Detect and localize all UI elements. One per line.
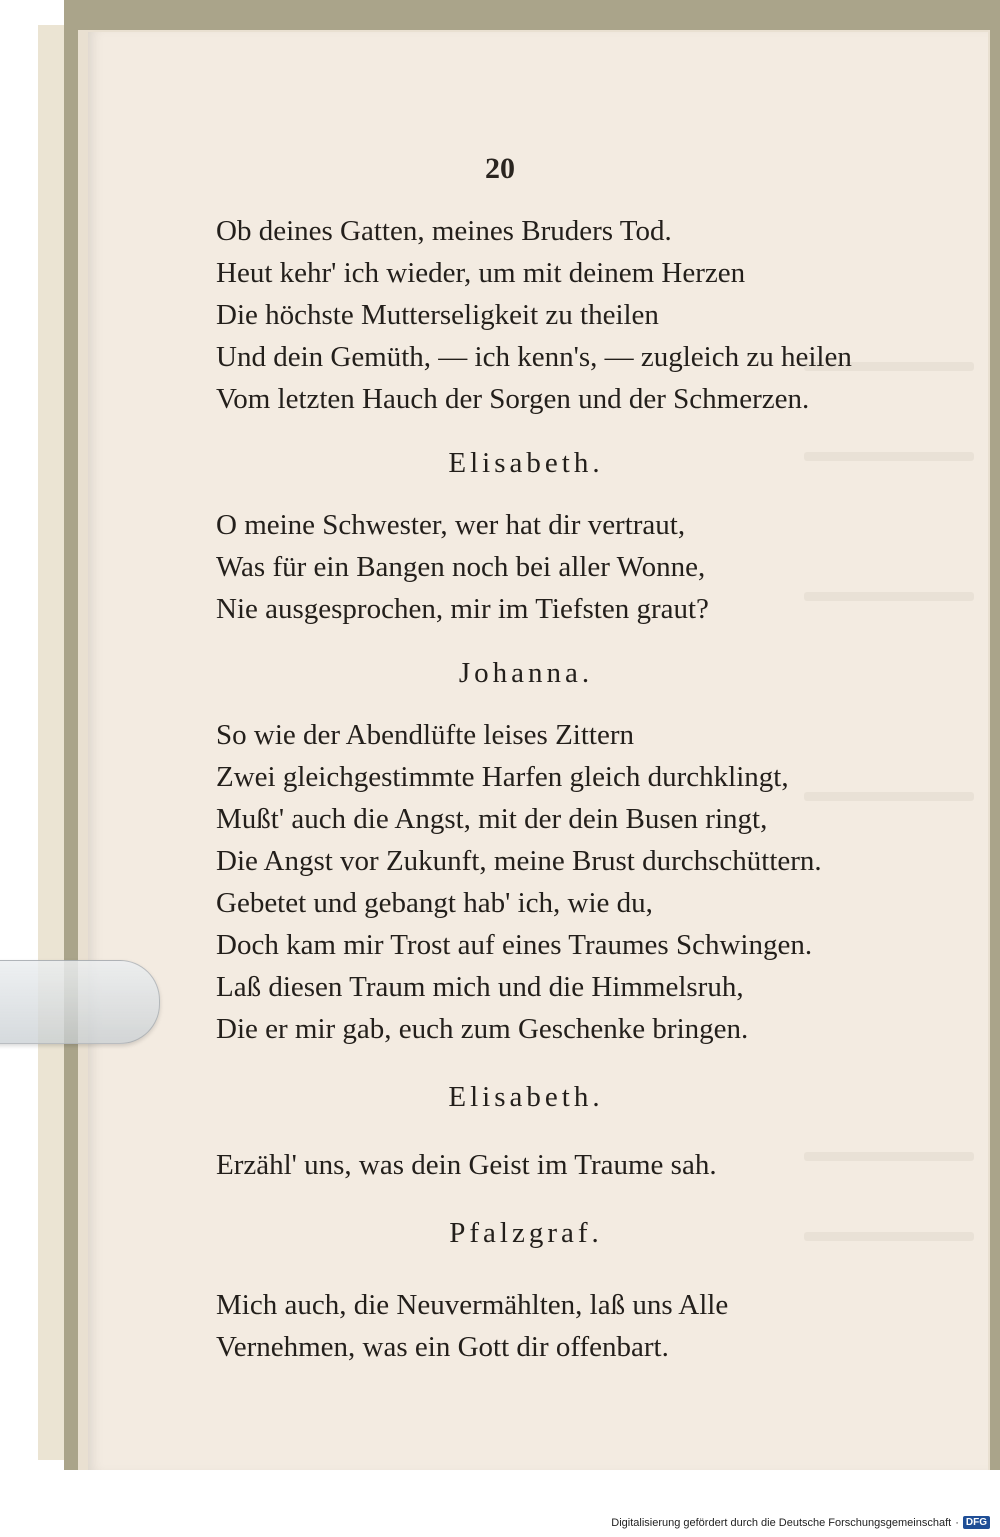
verse-line: Doch kam mir Trost auf eines Traumes Schwingen. [216,929,813,961]
verse-line: Und dein Gemüth, — ich kenn's, — zugleich zu heilen [216,341,852,373]
verse-line: Die Angst vor Zukunft, meine Brust durchschüttern. [216,845,822,877]
verse-line: So wie der Abendlüfte leises Zittern [216,719,634,751]
verse-line: Vernehmen, was ein Gott dir offenbart. [216,1331,669,1363]
verse-line: Gebetet und gebangt hab' ich, wie du, [216,887,653,919]
speaker-heading: Elisabeth. [448,447,604,479]
verse-line: Die höchste Mutterseligkeit zu theilen [216,299,659,331]
verse-line: Was für ein Bangen noch bei aller Wonne, [216,551,706,583]
verse-line: Mich auch, die Neuvermählten, laß uns Alle [216,1289,729,1321]
text-block [216,210,916,1368]
speaker-heading: Pfalzgraf. [449,1217,603,1249]
verse-line: Nie ausgesprochen, mir im Tiefsten graut? [216,593,709,625]
verse-line: Zwei gleichgestimmte Harfen gleich durchklingt, [216,761,789,793]
dfg-logo-icon: DFG [963,1516,990,1529]
verse-line: Mußt' auch die Angst, mit der dein Busen ringt, [216,803,768,835]
verse-line: Heut kehr' ich wieder, um mit deinem Herzen [216,257,746,289]
footer-credit [611,1516,990,1529]
speaker-heading: Johanna. [458,657,594,689]
speaker-heading: Elisabeth. [448,1081,604,1113]
verse-line: Vom letzten Hauch der Sorgen und der Schmerzen. [216,383,810,415]
book-cover-edge [38,25,64,1460]
verse-line: Die er mir gab, euch zum Geschenke bringen. [216,1013,749,1045]
footer-separator: · [955,1516,959,1529]
verse-line: Erzähl' uns, was dein Geist im Traume sah. [216,1149,717,1181]
verse-line: O meine Schwester, wer hat dir vertraut, [216,509,686,541]
page-number: 20 [485,152,515,185]
verse-line: Laß diesen Traum mich und die Himmelsruh, [216,971,744,1003]
footer-text: Digitalisierung gefördert durch die Deutsche Forschungsgemeinschaft [611,1516,952,1529]
page-holder-clip [0,960,160,1044]
verse-line: Ob deines Gatten, meines Bruders Tod. [216,215,672,247]
